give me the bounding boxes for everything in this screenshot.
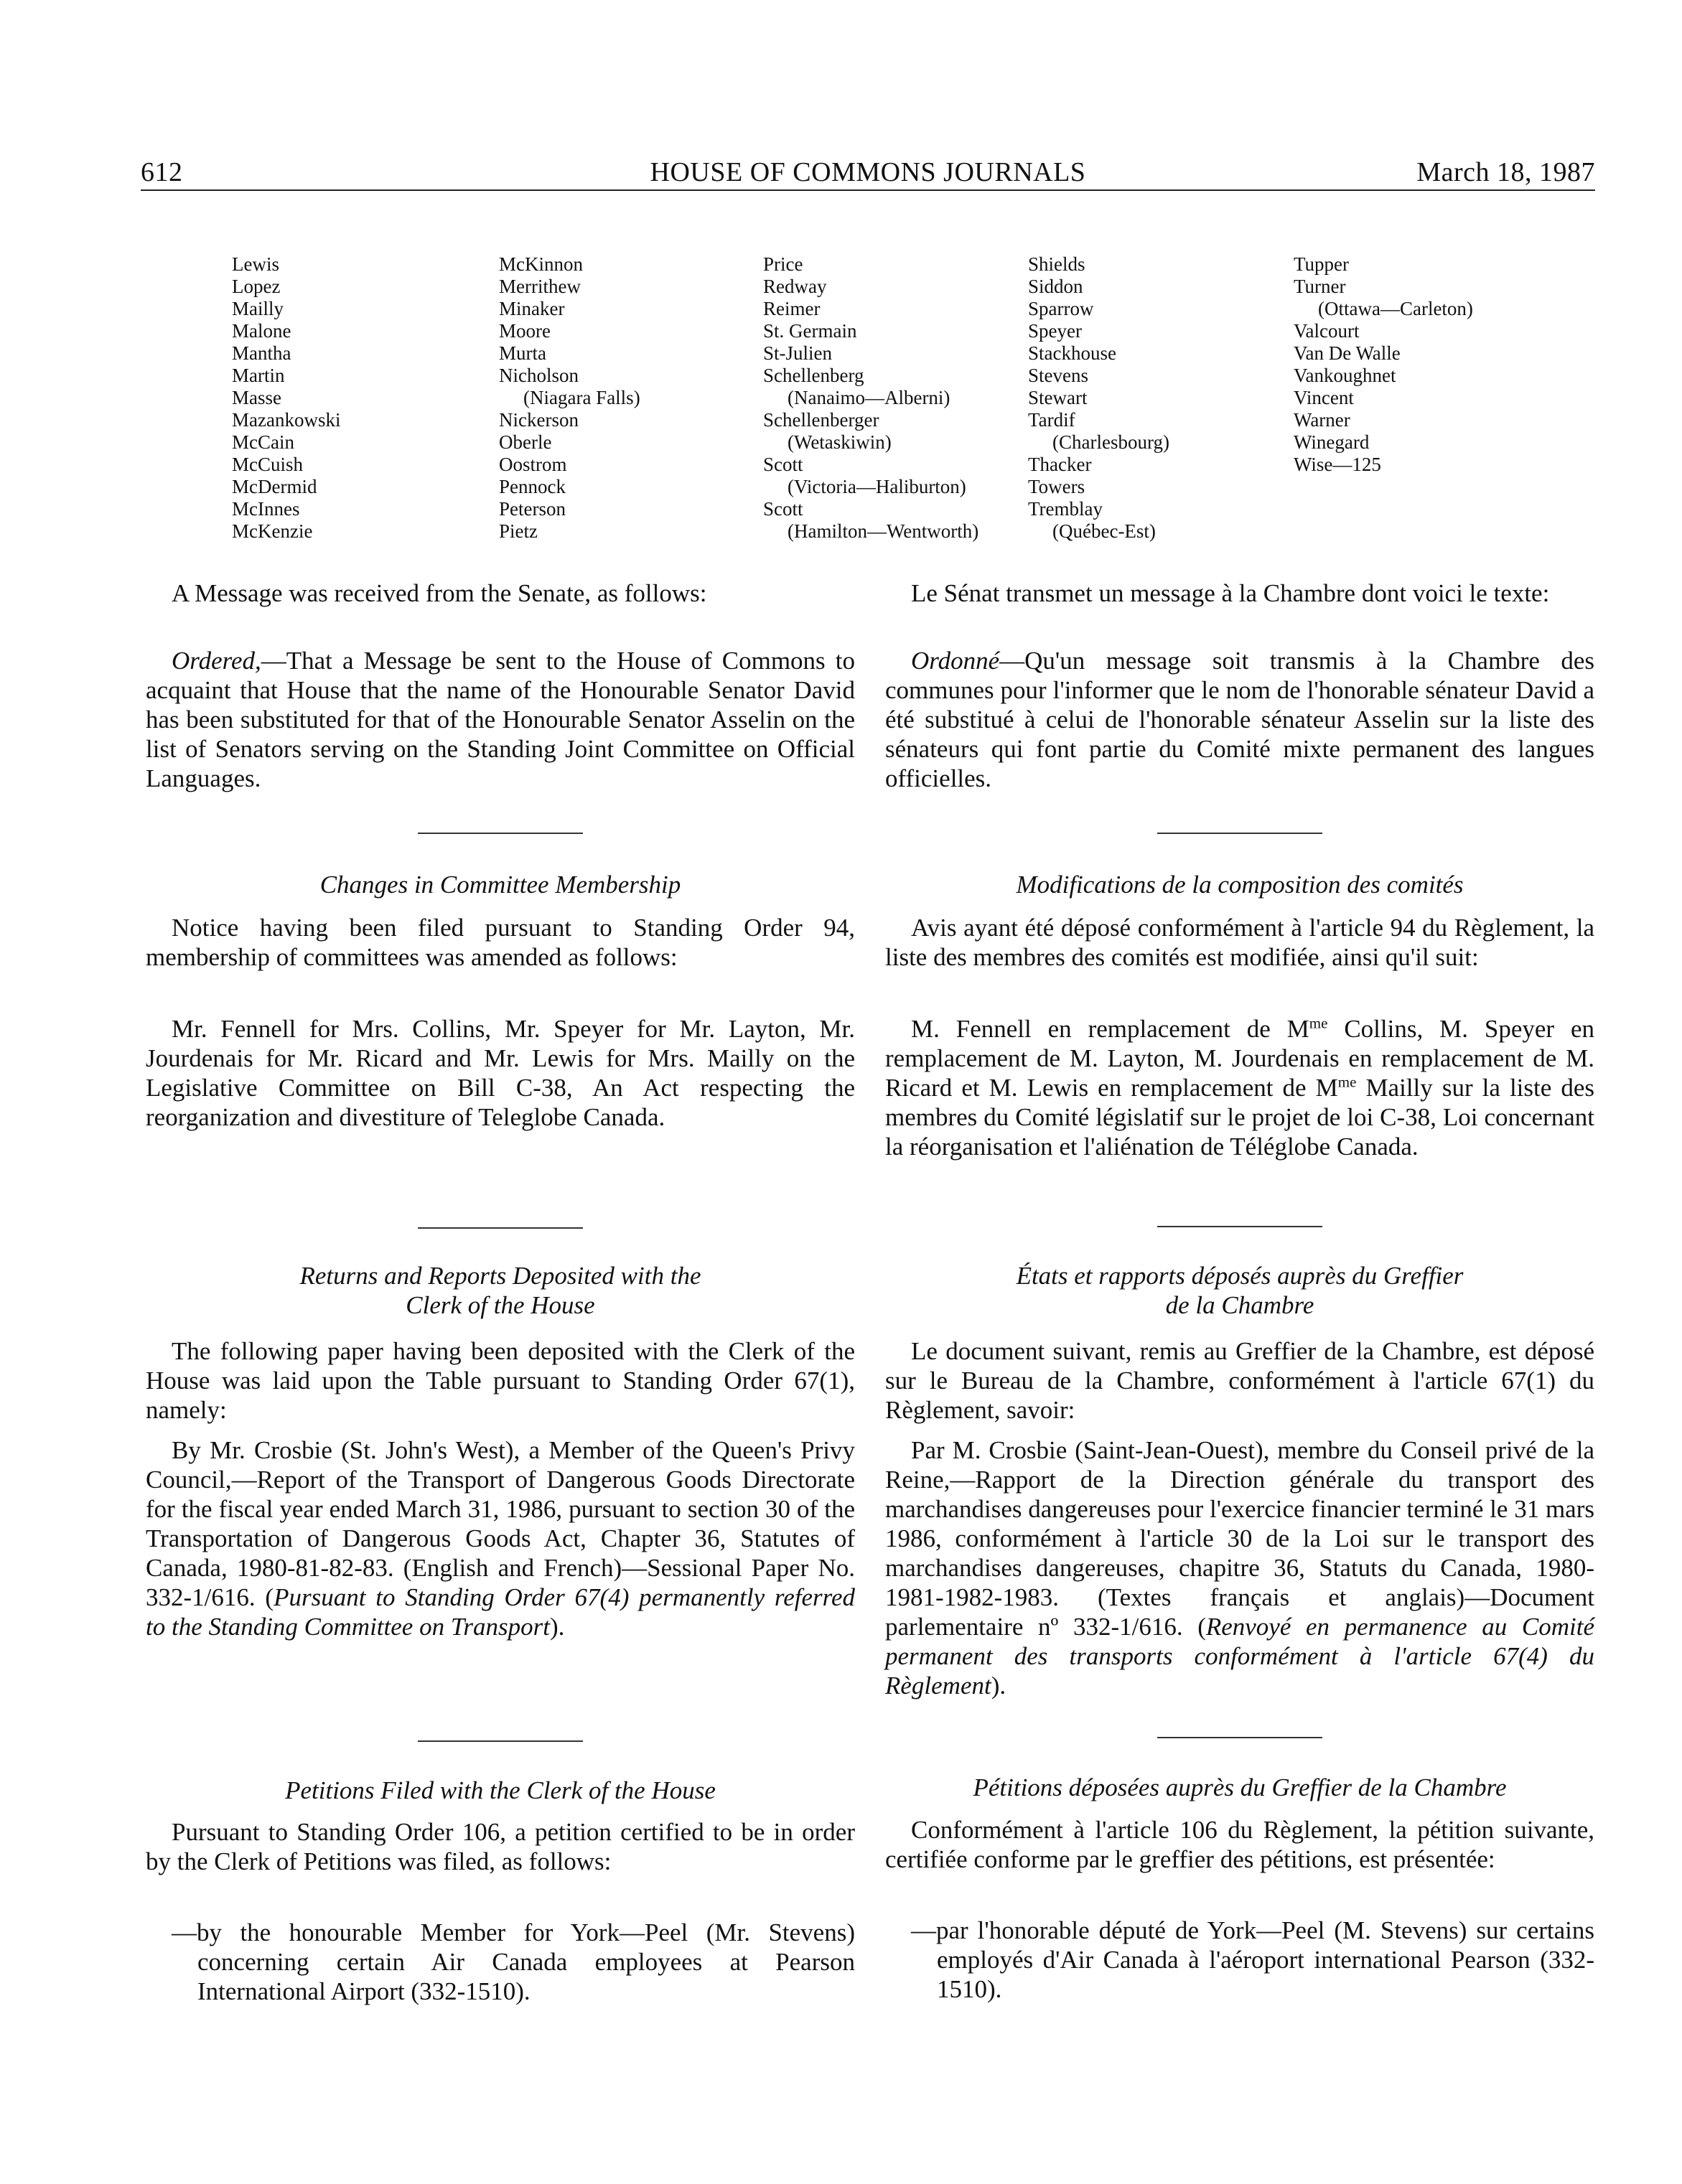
member-name: Sparrow — [1028, 298, 1094, 319]
en-returns-end: ). — [549, 1613, 565, 1641]
member-name: McInnes — [232, 498, 300, 520]
en-changes-heading-wrap — [146, 870, 855, 899]
fr-changes-detail — [885, 1014, 1594, 1161]
riding-name: (Wetaskiwin) — [788, 431, 892, 453]
member-name: Nickerson — [499, 409, 579, 431]
en-changes-notice: Notice having been filed pursuant to Standing Order 94, membership of committees was amended as follows: — [146, 914, 855, 971]
en-returns-detail — [146, 1435, 855, 1641]
en-returns-heading-line-2: Clerk of the House — [406, 1291, 595, 1319]
member-name: Pietz — [499, 520, 538, 542]
fr-separator-1-wrap — [885, 833, 1594, 834]
riding-name: (Charlesbourg) — [1052, 431, 1169, 453]
section-separator — [418, 833, 583, 834]
member-name: Warner — [1294, 409, 1350, 431]
section-separator — [418, 1740, 583, 1742]
fr-petitions-intro-wrap — [885, 1815, 1594, 1874]
fr-returns-detail-text: Par M. Crosbie (Saint-Jean-Ouest), membre du Conseil privé de la Reine,—Rapport de la Direction générale du transport des marchandises dangereuses pour l'exercice financier terminé le 31 mars 1986, conformément à l'article 30 de la Loi sur le transport des marchandises dangereuses, chapitre 36, Statuts du Canada, 1980-1981-1982-1983. (Textes français et anglais)—Document parlementaire nº 332-1/616. ( — [885, 1436, 1594, 1641]
member-name: Martin — [232, 365, 285, 386]
riding-name: (Nanaimo—Alberni) — [788, 387, 950, 408]
fr-separator-3-wrap — [885, 1737, 1594, 1738]
en-order-label: Ordered, — [172, 647, 261, 675]
page-header — [141, 152, 1595, 194]
member-name: McDermid — [232, 476, 317, 497]
header-rule — [141, 189, 1595, 191]
fr-changes-detail-wrap — [885, 1014, 1594, 1161]
member-name: Stevens — [1028, 365, 1088, 386]
fr-separator-2-wrap — [885, 1226, 1594, 1227]
names-column-4 — [1028, 253, 1169, 543]
fr-message-intro: Le Sénat transmet un message à la Chambre dont voici le texte: — [911, 579, 1550, 607]
member-name: Speyer — [1028, 320, 1082, 342]
fr-returns-heading-wrap — [885, 1261, 1594, 1320]
member-name: Redway — [763, 276, 827, 297]
member-name: Murta — [499, 342, 546, 364]
fr-returns-end: ). — [991, 1672, 1006, 1700]
member-name: Vankoughnet — [1294, 365, 1396, 386]
fr-changes-sup-1: me — [1309, 1014, 1328, 1032]
en-changes-notice-wrap — [146, 913, 855, 972]
member-name: Oostrom — [499, 454, 567, 475]
member-name: Tremblay — [1028, 498, 1103, 520]
journal-date: March 18, 1987 — [1416, 157, 1595, 187]
names-column-2 — [499, 253, 640, 543]
member-name: Thacker — [1028, 454, 1092, 475]
member-name: Turner — [1294, 276, 1346, 297]
fr-returns-italic: Renvoyé en permanence au Comité permanent des transports conformément à l'article 67(4) du Règlement — [885, 1613, 1594, 1700]
fr-returns-detail-wrap — [885, 1435, 1594, 1700]
fr-changes-heading: Modifications de la composition des comités — [1016, 871, 1464, 899]
fr-returns-detail — [885, 1435, 1594, 1700]
fr-returns-intro: Le document suivant, remis au Greffier de la Chambre, est déposé sur le Bureau de la Chambre, conformément à l'article 67(1) du Règlement, savoir: — [885, 1337, 1594, 1424]
names-column-3 — [763, 253, 978, 543]
fr-petitions-heading-wrap — [885, 1773, 1594, 1802]
member-name: Valcourt — [1294, 320, 1360, 342]
en-message-intro: A Message was received from the Senate, as follows: — [172, 579, 707, 607]
riding-name: (Hamilton—Wentworth) — [788, 520, 979, 542]
member-name: Malone — [232, 320, 291, 342]
journal-title: HOUSE OF COMMONS JOURNALS — [650, 157, 1086, 187]
member-name: McCuish — [232, 454, 304, 475]
member-name: Wise—125 — [1294, 454, 1381, 475]
fr-petitions-item-wrap — [885, 1916, 1594, 2004]
en-returns-italic: Pursuant to Standing Order 67(4) permanently referred to the Standing Committee on Transport — [146, 1583, 855, 1641]
fr-order-paragraph — [885, 646, 1594, 793]
fr-returns-heading-line-2: de la Chambre — [1165, 1291, 1314, 1319]
en-petitions-item: —by the honourable Member for York—Peel (Mr. Stevens) concerning certain Air Canada employees at Pearson International Airport (332-1510). — [172, 1918, 855, 2005]
en-petitions-intro: Pursuant to Standing Order 106, a petition certified to be in order by the Clerk of Petitions was filed, as follows: — [146, 1818, 855, 1875]
member-name: Price — [763, 253, 803, 275]
fr-returns-intro-wrap — [885, 1336, 1594, 1425]
member-name: Lopez — [232, 276, 281, 297]
member-name: Merrithew — [499, 276, 581, 297]
riding-name: (Ottawa—Carleton) — [1318, 298, 1473, 319]
member-name: Mantha — [232, 342, 291, 364]
fr-senate-order — [885, 646, 1594, 793]
en-order-text: —That a Message be sent to the House of Commons to acquaint that House that the name of the Honourable Senator David has been substituted for that of the Honourable Senator Asselin on the list of Senators serving on the Standing Joint Committee on Official Languages. — [146, 647, 855, 792]
member-name: Nicholson — [499, 365, 579, 386]
fr-changes-heading-wrap — [885, 870, 1594, 899]
riding-name: (Québec-Est) — [1052, 520, 1156, 542]
member-name: Masse — [232, 387, 281, 408]
fr-returns-heading-line-1: États et rapports déposés auprès du Greffier — [1016, 1262, 1464, 1290]
fr-petitions-item: —par l'honorable député de York—Peel (M. Stevens) sur certains employés d'Air Canada à l'aéroport international Pearson (332-1510). — [911, 1916, 1594, 2003]
en-returns-intro-wrap — [146, 1336, 855, 1425]
section-separator — [1157, 833, 1322, 834]
fr-changes-notice-wrap — [885, 913, 1594, 972]
member-name: McKenzie — [232, 520, 313, 542]
en-returns-intro: The following paper having been deposited with the Clerk of the House was laid upon the Table pursuant to Standing Order 67(1), namely: — [146, 1337, 855, 1424]
member-name: Shields — [1028, 253, 1085, 275]
member-name: Peterson — [499, 498, 566, 520]
member-name: Mailly — [232, 298, 284, 319]
member-name: Lewis — [232, 253, 279, 275]
en-separator-2-wrap — [146, 1227, 855, 1229]
member-name: Minaker — [499, 298, 565, 319]
member-name: Towers — [1028, 476, 1085, 497]
en-petitions-heading-wrap — [146, 1776, 855, 1805]
member-name: St-Julien — [763, 342, 833, 364]
member-name: Scott — [763, 454, 803, 475]
member-name: Van De Walle — [1294, 342, 1401, 364]
en-separator-3-wrap — [146, 1740, 855, 1742]
en-changes-heading: Changes in Committee Membership — [319, 871, 681, 899]
fr-changes-text-b: Collins, M. Speyer en remplacement de M. Layton, M. Jourdenais en remplacement de M. Ricard et M. Lewis en remplacement de M — [885, 1015, 1594, 1102]
fr-changes-text-a: M. Fennell en remplacement de M — [911, 1015, 1309, 1043]
names-column-5 — [1294, 253, 1473, 476]
member-name: Schellenberger — [763, 409, 879, 431]
member-name: Vincent — [1294, 387, 1354, 408]
fr-order-text: —Qu'un message soit transmis à la Chambre des communes pour l'informer que le nom de l'honorable sénateur David a été substitué à celui de l'honorable sénateur Asselin sur la liste des sénateurs qui font partie du Comité mixte permanent des langues officielles. — [885, 647, 1594, 792]
member-name: McKinnon — [499, 253, 583, 275]
fr-changes-sup-2: me — [1337, 1073, 1357, 1091]
en-petitions-item-wrap — [146, 1918, 855, 2006]
fr-changes-text-c: Mailly sur la liste des membres du Comité législatif sur le projet de loi C-38, Loi concernant la réorganisation et l'aliénation de Téléglobe Canada. — [885, 1074, 1594, 1161]
en-order-paragraph — [146, 646, 855, 793]
en-returns-detail-text: By Mr. Crosbie (St. John's West), a Member of the Queen's Privy Council,—Report of the Transport of Dangerous Goods Directorate for the fiscal year ended March 31, 1986, pursuant to section 30 of the Transportation of Dangerous Goods Act, Chapter 36, Statutes of Canada, 1980-81-82-83. (English and French)—Sessional Paper No. 332-1/616. ( — [146, 1436, 855, 1611]
fr-senate-message — [885, 578, 1594, 608]
en-changes-detail: Mr. Fennell for Mrs. Collins, Mr. Speyer for Mr. Layton, Mr. Jourdenais for Mr. Ricard and Mr. Lewis for Mrs. Mailly on the Legislative Committee on Bill C-38, An Act respecting the reorganization and divestiture of Teleglobe Canada. — [146, 1015, 855, 1131]
member-name: Stackhouse — [1028, 342, 1116, 364]
en-returns-heading-line-1: Returns and Reports Deposited with the — [299, 1262, 701, 1290]
member-name: Pennock — [499, 476, 566, 497]
section-separator — [1157, 1226, 1322, 1227]
member-name: Stewart — [1028, 387, 1088, 408]
en-changes-detail-wrap — [146, 1014, 855, 1132]
fr-order-label: Ordonné — [911, 647, 1000, 675]
fr-petitions-heading: Pétitions déposées auprès du Greffier de la Chambre — [973, 1773, 1507, 1801]
en-returns-detail-wrap — [146, 1435, 855, 1641]
section-separator — [418, 1227, 583, 1229]
fr-changes-notice: Avis ayant été déposé conformément à l'article 94 du Règlement, la liste des membres des comités est modifiée, ainsi qu'il suit: — [885, 914, 1594, 971]
en-petitions-heading: Petitions Filed with the Clerk of the House — [285, 1776, 716, 1804]
page-number: 612 — [141, 157, 183, 187]
en-returns-heading-wrap — [146, 1261, 855, 1320]
en-senate-message — [146, 578, 855, 608]
member-name: Tupper — [1294, 253, 1350, 275]
member-name: Winegard — [1294, 431, 1370, 453]
names-column-1 — [232, 253, 340, 543]
member-name: St. Germain — [763, 320, 857, 342]
en-separator-1-wrap — [146, 833, 855, 834]
member-name: Reimer — [763, 298, 821, 319]
en-senate-order — [146, 646, 855, 793]
member-name: Scott — [763, 498, 803, 520]
fr-petitions-intro: Conformément à l'article 106 du Règlement, la pétition suivante, certifiée conforme par le greffier des pétitions, est présentée: — [885, 1816, 1594, 1873]
member-name: Mazankowski — [232, 409, 341, 431]
member-name: McCain — [232, 431, 294, 453]
riding-name: (Victoria—Haliburton) — [788, 476, 966, 497]
member-name: Oberle — [499, 431, 552, 453]
section-separator — [1157, 1737, 1322, 1738]
en-petitions-intro-wrap — [146, 1817, 855, 1876]
member-name: Moore — [499, 320, 551, 342]
member-name: Siddon — [1028, 276, 1083, 297]
riding-name: (Niagara Falls) — [523, 387, 640, 408]
member-name: Tardif — [1028, 409, 1075, 431]
member-name: Schellenberg — [763, 365, 864, 386]
